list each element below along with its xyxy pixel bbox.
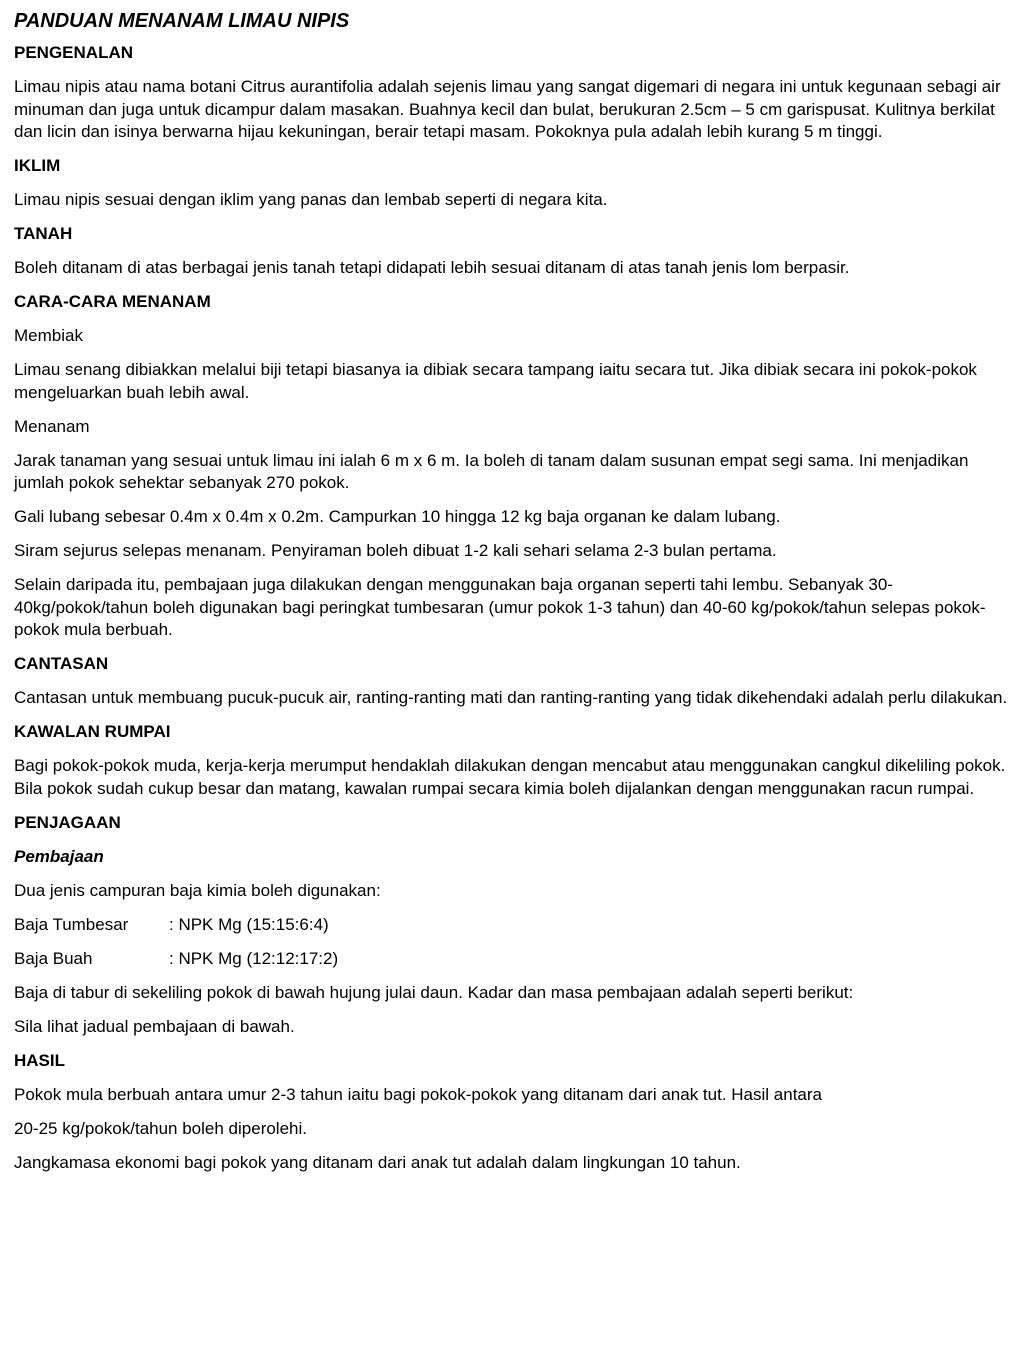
heading-kawalan-rumpai: KAWALAN RUMPAI [14,722,171,741]
paragraph-pembajaan-tabur: Baja di tabur di sekeliling pokok di bawah hujung julai daun. Kadar dan masa pembajaan adalah seperti berikut: [14,982,854,1002]
heading-tanah: TANAH [14,224,73,243]
paragraph-iklim: Limau nipis sesuai dengan iklim yang panas dan lembab seperti di negara kita. [14,190,608,209]
paragraph-cantasan: Cantasan untuk membuang pucuk-pucuk air, ranting-ranting mati dan ranting-ranting yang tidak dikehendaki adalah perlu dilakukan. [14,688,1008,707]
baja-label: Baja Buah [14,948,93,968]
heading-iklim: IKLIM [14,156,61,175]
paragraph-pengenalan: Limau nipis atau nama botani Citrus aurantifolia adalah sejenis limau yang sangat digemari di negara ini untuk kegunaan sebagi air minuman dan juga untuk dicampur dalam masakan. Buahnya kecil dan bulat, berukuran 2.5cm – 5 cm garispusat. Kulitnya berkilat dan licin dan isinya berwarna hijau kekuningan, berair tetapi masam. Pokoknya pula adalah lebih kurang 5 m tinggi. [14,77,1001,141]
heading-pengenalan: PENGENALAN [14,43,134,62]
heading-penjagaan: PENJAGAAN [14,812,121,832]
paragraph-tanah: Boleh ditanam di atas berbagai jenis tanah tetapi didapati lebih sesuai ditanam di atas tanah jenis lom berpasir. [14,258,850,277]
paragraph-menanam-lubang: Gali lubang sebesar 0.4m x 0.4m x 0.2m. Campurkan 10 hingga 12 kg baja organan ke dalam lubang. [14,507,781,526]
paragraph-menanam-siram: Siram sejurus selepas menanam. Penyiraman boleh dibuat 1-2 kali sehari selama 2-3 bulan pertama. [14,541,777,560]
paragraph-pembajaan-jadual: Sila lihat jadual pembajaan di bawah. [14,1016,295,1036]
subheading-pembajaan: Pembajaan [14,846,104,866]
paragraph-hasil-2: 20-25 kg/pokok/tahun boleh diperolehi. [14,1118,307,1138]
paragraph-kawalan-rumpai: Bagi pokok-pokok muda, kerja-kerja merumput hendaklah dilakukan dengan mencabut atau menggunakan cangkul dikeliling pokok. Bila pokok sudah cukup besar dan matang, kawalan rumpai secara kimia boleh dijalankan dengan menggunakan racun rumpai. [14,756,1006,798]
paragraph-hasil-3: Jangkamasa ekonomi bagi pokok yang ditanam dari anak tut adalah dalam lingkungan 10 tahun. [14,1152,741,1172]
baja-value: : NPK Mg (12:12:17:2) [169,948,339,968]
paragraph-pembajaan-intro: Dua jenis campuran baja kimia boleh digunakan: [14,880,381,900]
label-membiak: Membiak [14,326,83,345]
paragraph-hasil-1: Pokok mula berbuah antara umur 2-3 tahun iaitu bagi pokok-pokok yang ditanam dari anak tut. Hasil antara [14,1084,822,1104]
heading-cantasan: CANTASAN [14,654,109,673]
label-menanam: Menanam [14,416,90,436]
baja-row [14,948,1012,971]
paragraph-menanam-baja: Selain daripada itu, pembajaan juga dilakukan dengan menggunakan baja organan seperti tahi lembu. Sebanyak 30-40kg/pokok/tahun boleh digunakan bagi peringkat tumbesaran (umur pokok 1-3 tahun) dan 40-60 kg/pokok/tahun selepas pokok-pokok mula berbuah. [14,575,986,639]
baja-row [14,914,1012,937]
document-page [14,8,1012,1186]
document-title: PANDUAN MENANAM LIMAU NIPIS [14,10,350,32]
baja-label: Baja Tumbesar [14,914,129,934]
heading-hasil: HASIL [14,1050,65,1070]
paragraph-menanam-jarak: Jarak tanaman yang sesuai untuk limau ini ialah 6 m x 6 m. Ia boleh di tanam dalam susunan empat segi sama. Ini menjadikan jumlah pokok sehektar sebanyak 270 pokok. [14,450,969,492]
heading-cara-menanam: CARA-CARA MENANAM [14,292,211,311]
paragraph-membiak: Limau senang dibiakkan melalui biji tetapi biasanya ia dibiak secara tampang iaitu secara tut. Jika dibiak secara ini pokok-pokok mengeluarkan buah lebih awal. [14,360,977,402]
baja-value: : NPK Mg (15:15:6:4) [169,914,329,934]
